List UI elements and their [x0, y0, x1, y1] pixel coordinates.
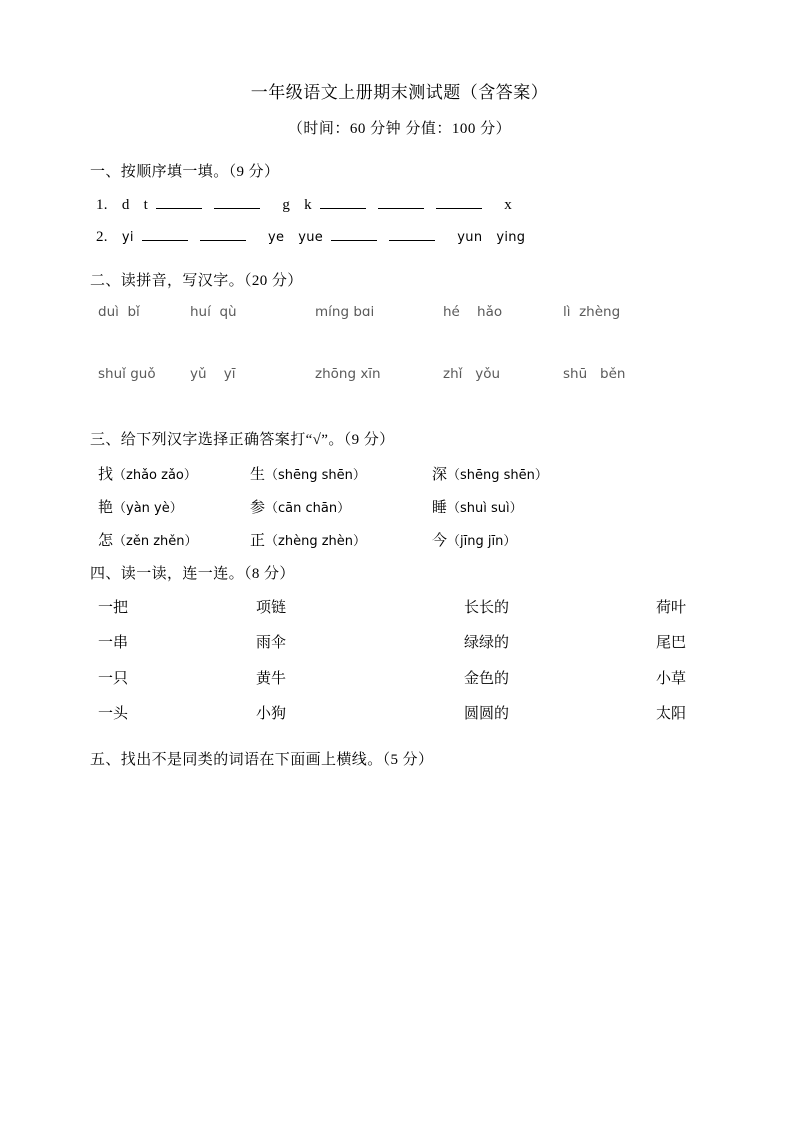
section-heading-1: 一、按顺序填一填。（9 分）: [90, 164, 280, 180]
options-jin: （jīng jīn）: [447, 534, 517, 549]
options-zhao: （zhǎo zǎo）: [113, 468, 197, 483]
choose-item[interactable]: [250, 463, 432, 484]
options-sheng: （shēng shēn）: [265, 468, 366, 483]
match-mid[interactable]: 小狗: [256, 705, 287, 722]
match-row: [90, 597, 709, 620]
answer-blank[interactable]: [214, 195, 260, 209]
answer-blank[interactable]: [200, 227, 246, 241]
hanzi-sheng: 生: [250, 467, 266, 483]
choose-item[interactable]: [432, 496, 612, 517]
syllable-yue: yue: [298, 230, 324, 245]
options-can: （cān chān）: [265, 501, 351, 516]
match-mid[interactable]: 雨伞: [256, 635, 287, 652]
options-zheng: （zhèng zhèn）: [265, 534, 367, 549]
choose-row: [90, 496, 709, 517]
syllable-yun: yun: [457, 230, 483, 245]
letter-g: g: [282, 197, 291, 213]
choose-item[interactable]: [98, 496, 250, 517]
answer-blank[interactable]: [331, 227, 377, 241]
match-mid[interactable]: 项链: [256, 600, 287, 616]
options-yan: （yàn yè）: [113, 501, 183, 516]
pinyin-write-row: shuǐ guǒ yǔ yī zhōng xīn zhǐ yǒu shū běn: [98, 366, 626, 382]
match-left[interactable]: 一只: [98, 670, 129, 687]
choose-item[interactable]: [250, 496, 432, 517]
item-number: 2.: [96, 229, 108, 245]
letter-t: t: [143, 197, 149, 213]
hanzi-yan: 艳: [98, 500, 114, 516]
match-left[interactable]: 一把: [98, 600, 129, 616]
section-heading-5: 五、找出不是同类的词语在下面画上横线。（5 分）: [90, 752, 434, 768]
hanzi-jin: 今: [432, 533, 448, 549]
syllable-ying: ying: [496, 230, 526, 245]
pinyin-zhongxin: zhōng xīn: [315, 366, 381, 382]
match-adj[interactable]: 圆圆的: [464, 705, 510, 722]
match-noun[interactable]: 太阳: [656, 705, 687, 722]
match-row: [90, 668, 709, 691]
match-adj[interactable]: 长长的: [464, 600, 510, 616]
answer-blank[interactable]: [320, 195, 366, 209]
match-adj[interactable]: 金色的: [464, 670, 510, 687]
pinyin-zhiyou: zhǐ yǒu: [443, 366, 501, 382]
answer-blank[interactable]: [436, 195, 482, 209]
section-heading-4: 四、读一读，连一连。（8 分）: [90, 566, 295, 582]
section-heading-2: 二、读拼音，写汉字。（20 分）: [90, 273, 303, 289]
answer-blank[interactable]: [378, 195, 424, 209]
answer-blank[interactable]: [142, 227, 188, 241]
choose-item[interactable]: [98, 529, 250, 550]
hanzi-zen: 怎: [98, 533, 114, 549]
options-shen: （shēng shēn）: [447, 468, 548, 483]
letter-x: x: [504, 197, 513, 213]
choose-item[interactable]: [432, 463, 612, 484]
pinyin-shuiguo: shuǐ guǒ: [98, 366, 156, 382]
page-title: 一年级语文上册期末测试题（含答案）: [250, 83, 549, 102]
syllable-ye: ye: [267, 230, 285, 245]
answer-blank[interactable]: [156, 195, 202, 209]
pinyin-hehao: hé hǎo: [443, 304, 503, 320]
pinyin-huiqu: huí qù: [190, 304, 237, 320]
pinyin-duibi: duì bǐ: [98, 304, 140, 320]
choose-item[interactable]: [250, 529, 432, 550]
section1-item-2: [90, 227, 709, 246]
section-heading-3: 三、给下列汉字选择正确答案打“√”。（9 分）: [90, 432, 395, 448]
pinyin-mingbai: míng bɑi: [315, 304, 375, 320]
choose-item[interactable]: [432, 529, 612, 550]
match-noun[interactable]: 荷叶: [656, 600, 687, 616]
section1-item-1: [90, 195, 709, 214]
match-row: [90, 703, 709, 726]
choose-row: [90, 463, 709, 484]
match-mid[interactable]: 黄牛: [256, 670, 287, 687]
match-adj[interactable]: 绿绿的: [464, 635, 510, 652]
options-zen: （zěn zhěn）: [113, 534, 198, 549]
hanzi-shui: 睡: [432, 500, 448, 516]
answer-blank[interactable]: [389, 227, 435, 241]
pinyin-write-row: duì bǐ huí qù míng bɑi hé hǎo lì zhèng: [98, 304, 621, 320]
match-noun[interactable]: 尾巴: [656, 635, 687, 652]
letter-k: k: [304, 197, 312, 213]
choose-row: [90, 529, 709, 550]
match-left[interactable]: 一串: [98, 635, 129, 652]
item-number: 1.: [96, 197, 108, 213]
match-row: [90, 632, 709, 655]
page-subtitle: （时间：60 分钟 分值：100 分）: [287, 121, 512, 137]
hanzi-can: 参: [250, 500, 266, 516]
choose-item[interactable]: [98, 463, 250, 484]
letter-d: d: [121, 197, 130, 213]
options-shui: （shuì suì）: [447, 501, 523, 516]
pinyin-yuyi: yǔ yī: [190, 366, 236, 382]
syllable-yi: yi: [121, 230, 134, 245]
match-left[interactable]: 一头: [98, 705, 129, 722]
hanzi-shen: 深: [432, 467, 448, 483]
hanzi-zhao: 找: [98, 467, 114, 483]
match-noun[interactable]: 小草: [656, 670, 687, 687]
hanzi-zheng: 正: [250, 533, 266, 549]
